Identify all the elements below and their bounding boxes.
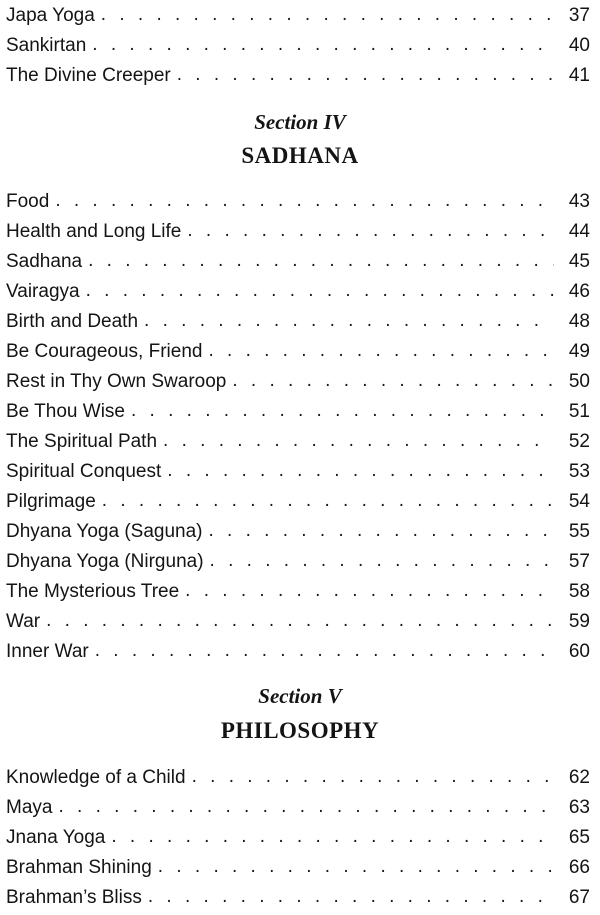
entry-page-number: 65 [568,827,590,848]
toc-entry [6,187,590,217]
entry-title: Sadhana [6,251,83,272]
toc-entry [6,607,590,637]
dot-leader [208,336,554,366]
dot-leader [185,576,554,606]
dot-leader [167,456,554,486]
entry-page-number: 58 [568,581,590,602]
dot-leader [58,792,554,822]
dot-leader [111,822,554,852]
toc-entry [6,217,590,247]
toc-entry [6,1,590,31]
section-v-heading [0,680,600,750]
section-label: Section V [258,684,342,708]
section-label: Section IV [254,110,346,134]
toc-entry [6,307,590,337]
entry-page-number: 41 [568,65,590,86]
toc-entry [6,637,590,667]
dot-leader [88,246,554,276]
entry-title: Sankirtan [6,35,87,56]
section-title: PHILOSOPHY [220,718,380,743]
entry-page-number: 52 [568,431,590,452]
toc-entry [6,247,590,277]
toc-group-philosophy [6,763,590,913]
toc-entry [6,277,590,307]
entry-title: Be Thou Wise [6,401,125,422]
entry-page-number: 62 [568,767,590,788]
dot-leader [92,30,554,60]
dot-leader [158,852,554,882]
toc-entry [6,61,590,91]
entry-title: Be Courageous, Friend [6,341,203,362]
entry-title: Brahman Shining [6,857,152,878]
entry-title: Food [6,191,50,212]
entry-title: War [6,611,41,632]
dot-leader [46,606,554,636]
toc-entry [6,577,590,607]
toc-entry [6,547,590,577]
dot-leader [144,306,554,336]
entry-page-number: 67 [568,887,590,908]
dot-leader [55,186,554,216]
entry-title: The Mysterious Tree [6,581,180,602]
toc-entry [6,517,590,547]
entry-title: Maya [6,797,53,818]
dot-leader [101,0,554,30]
section-title: SADHANA [241,143,359,168]
entry-title: Dhyana Yoga (Nirguna) [6,551,204,572]
toc-entry [6,823,590,853]
dot-leader [163,426,554,456]
entry-title: Health and Long Life [6,221,182,242]
dot-leader [86,276,554,306]
entry-page-number: 57 [568,551,590,572]
section-iv-heading [0,106,600,174]
entry-page-number: 43 [568,191,590,212]
dot-leader [95,636,554,666]
entry-page-number: 40 [568,35,590,56]
entry-page-number: 45 [568,251,590,272]
entry-page-number: 60 [568,641,590,662]
toc-entry [6,457,590,487]
entry-title: Japa Yoga [6,5,95,26]
entry-title: Birth and Death [6,311,139,332]
entry-title: Jnana Yoga [6,827,106,848]
entry-page-number: 37 [568,5,590,26]
entry-page-number: 63 [568,797,590,818]
entry-page-number: 46 [568,281,590,302]
entry-page-number: 53 [568,461,590,482]
entry-page-number: 44 [568,221,590,242]
entry-page-number: 50 [568,371,590,392]
entry-page-number: 49 [568,341,590,362]
dot-leader [187,216,554,246]
entry-title: Brahman’s Bliss [6,887,142,908]
entry-title: Inner War [6,641,89,662]
dot-leader [192,762,554,792]
toc-entry [6,793,590,823]
dot-leader [102,486,554,516]
toc-entry [6,883,590,913]
dot-leader [232,366,554,396]
entry-title: The Spiritual Path [6,431,158,452]
entry-page-number: 48 [568,311,590,332]
toc-entry [6,853,590,883]
entry-page-number: 59 [568,611,590,632]
toc-entry [6,487,590,517]
toc-entry [6,31,590,61]
dot-leader [177,60,554,90]
toc-entry [6,763,590,793]
entry-title: Knowledge of a Child [6,767,186,788]
toc-group-continued [6,1,590,91]
dot-leader [131,396,554,426]
entry-page-number: 54 [568,491,590,512]
dot-leader [148,882,554,912]
toc-group-sadhana [6,187,590,667]
entry-page-number: 55 [568,521,590,542]
entry-title: Vairagya [6,281,80,302]
entry-title: The Divine Creeper [6,65,171,86]
entry-page-number: 66 [568,857,590,878]
toc-entry [6,427,590,457]
entry-title: Rest in Thy Own Swaroop [6,371,227,392]
dot-leader [210,546,554,576]
dot-leader [209,516,555,546]
toc-entry [6,397,590,427]
toc-entry [6,337,590,367]
toc-entry [6,367,590,397]
entry-title: Pilgrimage [6,491,96,512]
entry-title: Spiritual Conquest [6,461,162,482]
entry-title: Dhyana Yoga (Saguna) [6,521,203,542]
entry-page-number: 51 [568,401,590,422]
